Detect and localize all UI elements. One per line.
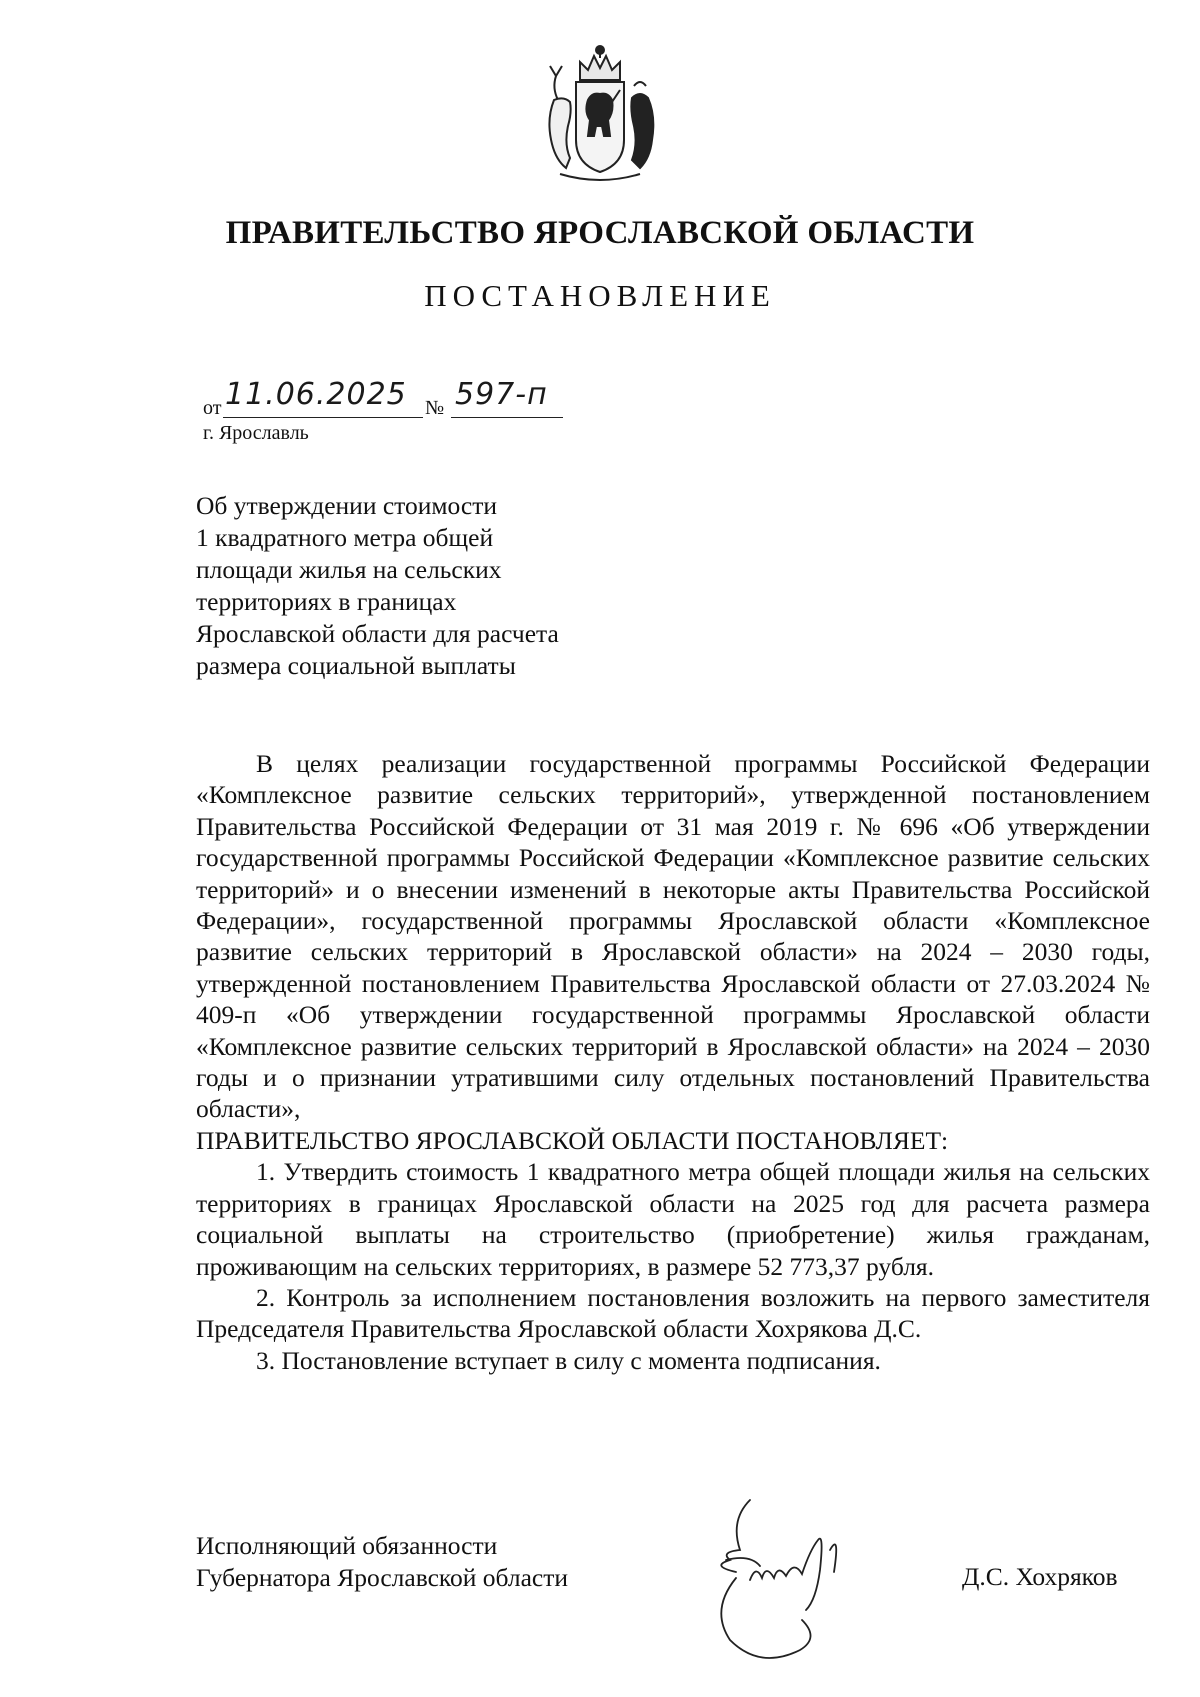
position-line: Губернатора Ярославской области xyxy=(196,1563,569,1592)
document-date: 11.06.2025 xyxy=(225,377,407,412)
document-body xyxy=(196,748,1150,1376)
document-number: 597-п xyxy=(455,377,548,412)
city: г. Ярославль xyxy=(203,422,309,444)
subject-line: площади жилья на сельских xyxy=(196,555,502,584)
subject-line: Об утверждении стоимости xyxy=(196,491,497,520)
number-underline xyxy=(451,417,563,418)
decree-item-3: 3. Постановление вступает в силу с момента подписания. xyxy=(256,1345,881,1375)
decree-line: ПРАВИТЕЛЬСТВО ЯРОСЛАВСКОЙ ОБЛАСТИ ПОСТАНОВЛЯЕТ: xyxy=(196,1125,949,1155)
subject-block xyxy=(196,490,656,682)
org-title: ПРАВИТЕЛЬСТВО ЯРОСЛАВСКОЙ ОБЛАСТИ xyxy=(225,215,975,251)
document-type: ПОСТАНОВЛЕНИЕ xyxy=(424,278,776,313)
coat-of-arms-icon xyxy=(530,40,670,185)
position-line: Исполняющий обязанности xyxy=(196,1531,498,1560)
decree-item-2: 2. Контроль за исполнением постановления возложить на первого заместителя Председателя Правительства Ярославской области Хохрякова Д.С. xyxy=(196,1282,1150,1344)
number-prefix: № xyxy=(425,397,445,419)
date-underline xyxy=(223,417,423,418)
date-prefix: от xyxy=(203,397,222,419)
signatory-position xyxy=(196,1530,568,1594)
decree-item-1: 1. Утвердить стоимость 1 квадратного метра общей площади жилья на сельских территориях в границах Ярославской области на 2025 год для расчета размера социальной выплаты на строительство (приобретение) жилья гражданам, проживающим на сельских территориях, в размере 52 773,37 рубля. xyxy=(196,1157,1150,1281)
subject-line: размера социальной выплаты xyxy=(196,651,516,680)
preamble-paragraph: В целях реализации государственной программы Российской Федерации «Комплексное развитие сельских территорий», утвержденной постановлением Правительства Российской Федерации от 31 мая 2019 г. № 696 «Об утверждении государственной программы Российской Федерации «Комплексное развитие сельских территорий» и о внесении изменений в некоторые акты Правительства Российской Федерации», государственной программы Ярославской области «Комплексное развитие сельских территорий в Ярославской области» на 2024 – 2030 годы, утвержденной постановлением Правительства Ярославской области от 27.03.2024 № 409-п «Об утверждении государственной программы Ярославской области «Комплексное развитие сельских территорий в Ярославской области» на 2024 – 2030 годы и о признании утратившими силу отдельных постановлений Правительства области», xyxy=(196,749,1150,1124)
subject-line: 1 квадратного метра общей xyxy=(196,523,494,552)
subject-line: территориях в границах xyxy=(196,587,457,616)
subject-line: Ярославской области для расчета xyxy=(196,619,559,648)
handwritten-signature-icon xyxy=(690,1480,930,1670)
signatory-name: Д.С. Хохряков xyxy=(962,1562,1118,1591)
date-number-line xyxy=(203,377,623,423)
